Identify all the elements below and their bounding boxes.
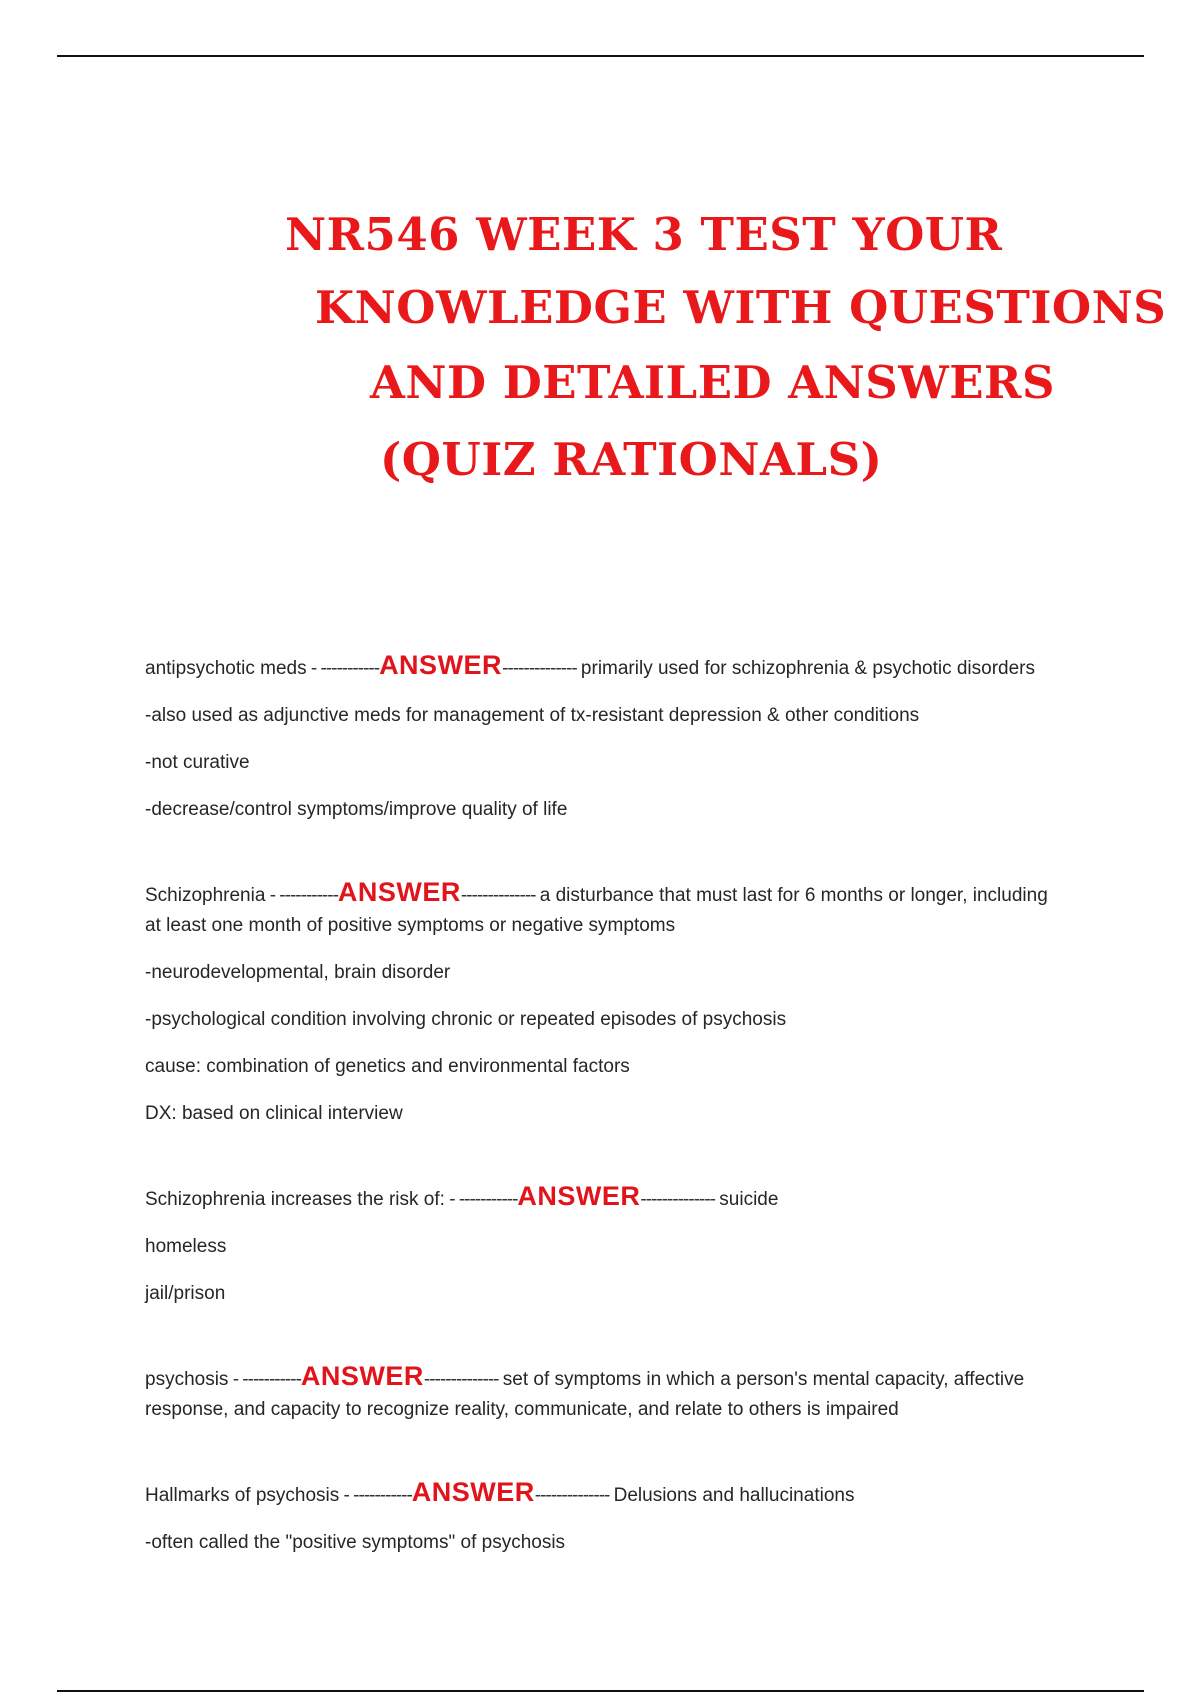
- qa-term: psychosis: [145, 1369, 229, 1390]
- qa-answer-text: a disturbance that must last for 6 months or longer, including at least one month of positive symptoms or negative symptoms: [145, 885, 1048, 936]
- qa-answer-line: cause: combination of genetics and environmental factors: [145, 1056, 630, 1077]
- header-rule: [57, 55, 1144, 57]
- dash-before: - -----------: [306, 658, 380, 679]
- qa-list: [145, 650, 1065, 1610]
- qa-answer-line: -often called the "positive symptoms" of psychosis: [145, 1532, 566, 1553]
- qa-answer-line: -not curative: [145, 752, 250, 773]
- qa-term: Schizophrenia increases the risk of:: [145, 1189, 445, 1210]
- dash-before: - -----------: [339, 1485, 412, 1506]
- dash-after: --------------: [423, 1369, 503, 1390]
- title-line-1: NR546 WEEK 3 TEST YOUR: [285, 208, 1003, 261]
- qa-item-hallmarks-of-psychosis: [145, 1477, 1065, 1558]
- qa-item-schizophrenia: [145, 877, 1065, 1129]
- dash-after: --------------: [534, 1485, 614, 1506]
- qa-answer-text: Delusions and hallucinations: [613, 1485, 855, 1506]
- answer-label: ANSWER: [379, 650, 503, 680]
- qa-answer-text: primarily used for schizophrenia & psychotic disorders: [580, 658, 1036, 679]
- dash-before: - -----------: [444, 1189, 518, 1210]
- dash-after: --------------: [640, 1189, 720, 1210]
- qa-answer-line: -also used as adjunctive meds for management of tx-resistant depression & other conditions: [145, 705, 920, 726]
- qa-term: Schizophrenia: [145, 885, 266, 906]
- dash-before: - -----------: [265, 885, 338, 906]
- qa-term: Hallmarks of psychosis: [145, 1485, 340, 1506]
- qa-question-line: [145, 1477, 1065, 1511]
- qa-answer-line: homeless: [145, 1236, 227, 1257]
- answer-label: ANSWER: [411, 1477, 535, 1507]
- dash-after: --------------: [502, 658, 581, 679]
- qa-answer-line: jail/prison: [145, 1283, 226, 1304]
- qa-question-line: [145, 1361, 1065, 1425]
- qa-question-line: [145, 650, 1065, 684]
- dash-after: --------------: [460, 885, 540, 906]
- qa-item-antipsychotic-meds: [145, 650, 1065, 825]
- qa-question-line: [145, 1181, 1065, 1215]
- answer-label: ANSWER: [300, 1361, 424, 1391]
- qa-answer-line: -decrease/control symptoms/improve quality of life: [145, 799, 568, 820]
- answer-label: ANSWER: [337, 877, 461, 907]
- qa-question-line: [145, 877, 1065, 941]
- qa-answer-line: -neurodevelopmental, brain disorder: [145, 962, 451, 983]
- qa-term: antipsychotic meds: [145, 658, 307, 679]
- dash-before: - -----------: [228, 1369, 301, 1390]
- qa-answer-text: suicide: [719, 1189, 779, 1210]
- qa-answer-line: DX: based on clinical interview: [145, 1103, 403, 1124]
- answer-label: ANSWER: [517, 1181, 641, 1211]
- title-line-3: AND DETAILED ANSWERS: [370, 356, 1055, 409]
- title-line-4: (QUIZ RATIONALS): [380, 433, 883, 486]
- qa-item-psychosis: [145, 1361, 1065, 1425]
- qa-item-schizophrenia-risk: [145, 1181, 1065, 1309]
- qa-answer-line: -psychological condition involving chronic or repeated episodes of psychosis: [145, 1009, 787, 1030]
- qa-answer-text: set of symptoms in which a person's mental capacity, affective response, and capacity to recognize reality, communicate, and relate to others is impaired: [145, 1369, 1025, 1420]
- footer-rule: [57, 1690, 1144, 1692]
- title-line-2: KNOWLEDGE WITH QUESTIONS: [315, 281, 1167, 334]
